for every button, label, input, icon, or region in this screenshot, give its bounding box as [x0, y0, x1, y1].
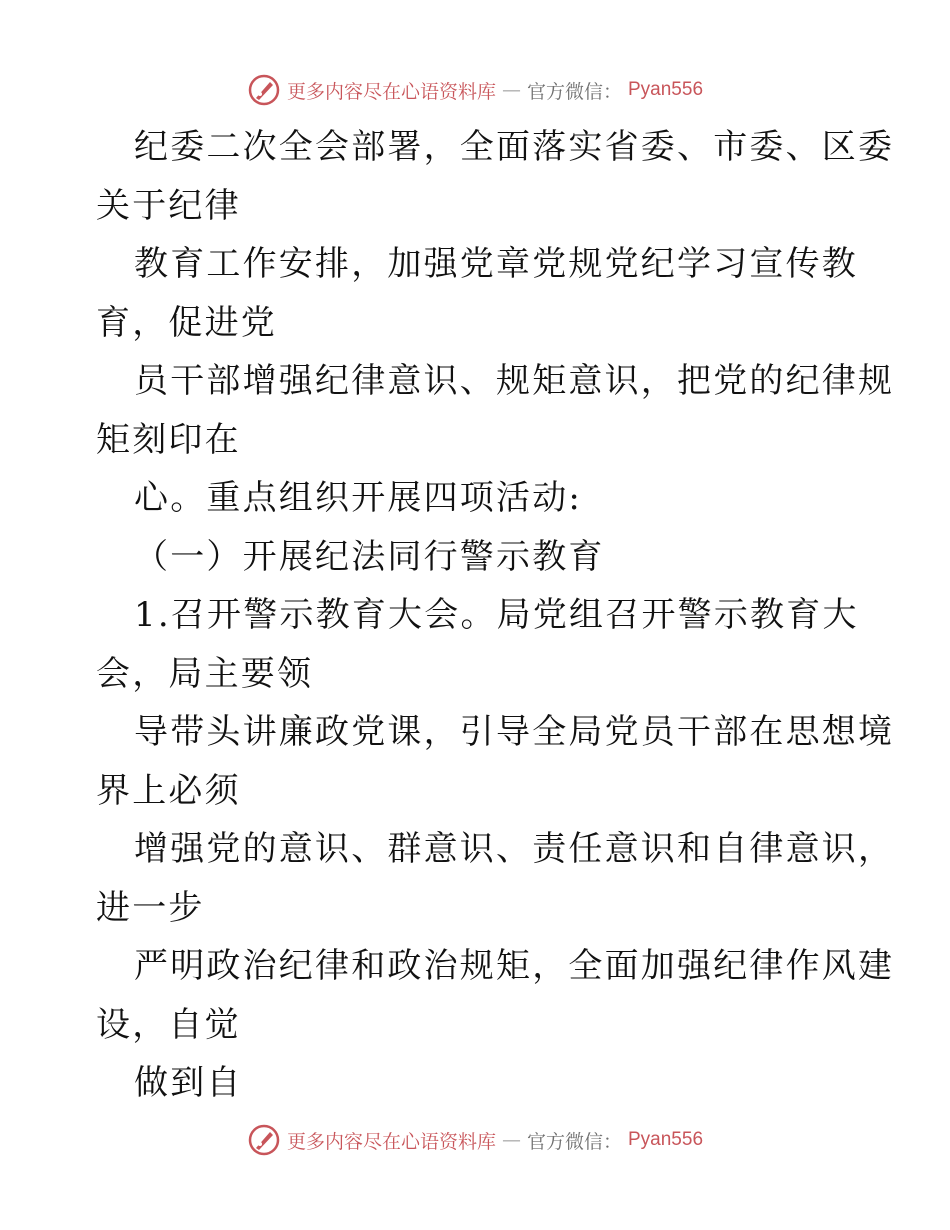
- text-line: 矩刻印在: [96, 419, 241, 460]
- watermark-id: Pyan556: [628, 1129, 704, 1150]
- watermark-brand: 更多内容尽在心语资料库: [286, 80, 496, 103]
- watermark-brand: 更多内容尽在心语资料库: [286, 1130, 496, 1153]
- watermark-label: 官方微信：: [526, 80, 622, 103]
- text-line: 界上必须: [96, 770, 241, 811]
- document-body: [96, 118, 895, 1113]
- pen-nib-circle-icon: [247, 1123, 281, 1157]
- text-line: 进一步: [96, 887, 205, 928]
- text-line: 1.召开警示教育大会。局党组召开警示教育大: [134, 595, 859, 635]
- watermark-label: 官方微信：: [526, 1130, 622, 1153]
- pen-nib-circle-icon: [247, 73, 281, 107]
- header-watermark: [0, 70, 950, 110]
- watermark-id: Pyan556: [628, 79, 704, 100]
- footer-watermark: [0, 1120, 950, 1160]
- text-line: 做到自: [134, 1063, 243, 1103]
- text-line: 导带头讲廉政党课，引导全局党员干部在思想境: [134, 712, 895, 752]
- text-line: 设，自觉: [96, 1004, 241, 1045]
- text-line: 关于纪律: [96, 185, 241, 226]
- text-line: 严明政治纪律和政治规矩，全面加强纪律作风建: [134, 946, 895, 986]
- text-line: 纪委二次全会部署，全面落实省委、市委、区委: [134, 127, 895, 167]
- watermark-separator: —: [501, 79, 521, 101]
- text-line: 增强党的意识、群意识、责任意识和自律意识，: [134, 829, 895, 869]
- watermark-separator: —: [501, 1129, 521, 1151]
- text-line: （一）开展纪法同行警示教育: [134, 536, 605, 577]
- text-line: 育，促进党: [96, 302, 277, 343]
- text-line: 心。重点组织开展四项活动:: [134, 478, 583, 518]
- text-line: 会，局主要领: [96, 653, 314, 694]
- text-line: 员干部增强纪律意识、规矩意识，把党的纪律规: [134, 361, 895, 401]
- text-line: 教育工作安排，加强党章党规党纪学习宣传教: [134, 244, 858, 284]
